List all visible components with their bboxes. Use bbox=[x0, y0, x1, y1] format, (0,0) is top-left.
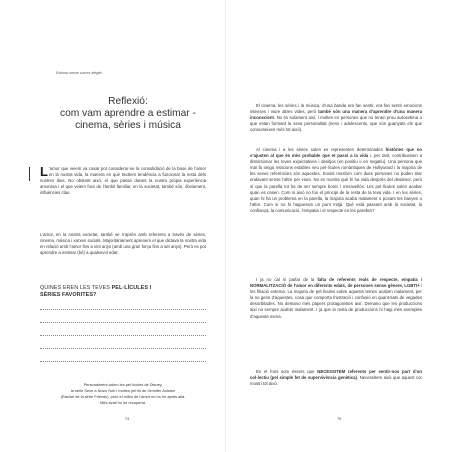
title-line-3: cinema, sèries i música bbox=[75, 120, 181, 131]
right-paragraph-4 bbox=[250, 369, 422, 387]
answer-line bbox=[40, 335, 206, 336]
section-title bbox=[40, 96, 216, 132]
text-run: . No és solament així, i moltes en persones que no tenen prou autoestima o que estan formant la seva personalitat (nens i adolescents, que són guanyats els que consumeixen més tot això). bbox=[250, 115, 422, 133]
text-run: . Necessitem això que aquest cor mostri tot això. bbox=[250, 375, 422, 387]
emphasis-run: també són una manera d’aprendre d’una manera inconscient bbox=[250, 109, 422, 121]
answer-line bbox=[40, 361, 206, 362]
text-run: El cinema, les sèries i la música, d’una banda era fan sentir, era fan sentir emocions intenses i viure altres vides, però bbox=[250, 103, 422, 115]
dropcap-letter: L bbox=[40, 164, 48, 179]
running-head: Estimar sense sucres afegits bbox=[56, 71, 102, 75]
author-note-line-4: Més avall ho he recuperat. bbox=[100, 400, 146, 405]
answer-line bbox=[40, 309, 206, 310]
author-note-line-2: la sèrie Sexe a Nova York i moltes pel·lis de Jennifer Aniston bbox=[70, 388, 176, 393]
answer-lines bbox=[40, 309, 206, 374]
dropcap-rule bbox=[29, 167, 30, 181]
author-note bbox=[40, 382, 206, 406]
question-bold: PEL·LÍCULES I SÈRIES FAVORITES? bbox=[40, 285, 152, 298]
answer-line bbox=[40, 348, 206, 349]
page-number-right: 75 bbox=[337, 417, 342, 421]
favorites-question bbox=[40, 285, 170, 299]
right-paragraph-4-text bbox=[250, 369, 422, 387]
right-paragraph-1 bbox=[250, 103, 422, 133]
right-paragraph-3 bbox=[250, 277, 422, 320]
question-normal: QUINES EREN LES TEVES bbox=[40, 285, 112, 291]
author-note-line-1: Personalment adoro les pel·lícules de Disney, bbox=[83, 382, 163, 387]
author-note-line-3: (Rachel de la sèrie Friends), però el millor de l’amor no ho he après allà. bbox=[60, 394, 186, 399]
right-paragraph-1-text bbox=[250, 103, 422, 133]
right-paragraph-2-text bbox=[250, 147, 422, 214]
text-run: Al cinema i a les sèries solen es representen determinades bbox=[256, 147, 386, 152]
right-paragraph-3-text bbox=[250, 277, 422, 320]
text-run: i, per tant, contribueixen a distorsionar les teves expectatives i desitjos (en positiu o en negatiu). Una persona que mai fa ningú relacions estables veu pel·lícules romàntiques de Hollywood i la majoria de les seves referències són aquestes. Sovint mostren com dues persones no poden tirar endavant sense l’altre per viure. No es mostra què hi ha vida després del desamor, però sí que la parella tot ha de ser sempre bonic i meravellós. Les pel·lícules solen acabar quan es casen. Com si això no fos el principi de la resta de la teva vida. I en les sèries, quan hi ha un problema en la parella, la majoria acaba malament o posant les banyes o l’altre. Com si no hi haguessin un punt mitjà. Què està passant amb la societat, la confiança, la comunicació, l’empatia i el respecte en les parelles? bbox=[250, 153, 422, 213]
title-line-1: Reflexió: bbox=[108, 96, 148, 107]
emphasis-run: històries que no s’ajusten al que és més probable que et passi a la vida bbox=[250, 147, 422, 159]
title-line-2: com vam aprendre a estimar - bbox=[60, 108, 196, 119]
text-run: I ja no cal ni parlar de la bbox=[256, 277, 318, 282]
answer-line bbox=[40, 322, 206, 323]
page-number-left: 74 bbox=[125, 417, 130, 421]
left-paragraph-2: L’amor, en la nostra societat, també se n’aprèn amb referents a través de sèries, cinema, música i xarxes socials. Majoritàriament aprenem el que dictava la nostra vida en relació amb l’amor fins a vint anys (amb una gran força fins a set anys). Però es pot aprendre a estimar (bé) a qualsevol edat. bbox=[40, 232, 206, 256]
emphasis-run: NECESSITEM referents per sentir-nos part d’un col·lectiu (pel simple fet de supervivència genètica) bbox=[250, 369, 423, 381]
emphasis-run: falta de referents reals de respecte, empatia i NORMALITZACIÓ de l’amor en diferents edats, de persones sense gènere, LGBTI+ bbox=[250, 277, 422, 289]
right-paragraph-2 bbox=[250, 147, 422, 214]
left-paragraph-1-text bbox=[40, 166, 206, 196]
text-run: i les filiació externa. La majoria de pel·lícules sobre aquests temes acaben malament, per la no gens d’aquestes, cosa que comporta frustració i confusió en quant-tiats de vegades desorbitades. No demano més papers protagonistes així. Demano que les produccions així no sempre acabin malament. I ja que la resta de produccions hi hagi més exemples d’aquesta mena. bbox=[250, 283, 422, 319]
left-paragraph-1 bbox=[40, 166, 206, 196]
text-run: En el fons som éssers que bbox=[256, 369, 318, 374]
left-paragraph-1-body: ’amor que veiem va casar pot considerar-se la consolidació de la base de l’amor en la nostra vida, la manera en què tindrem tendència a funcionar la resta dels nostres dies. No obstant això, el que passa durant la nostra pròpia experiència amorosa i el que veiem fora de l’àmbit familiar, en la societat, també són, òbviament, influències clau. bbox=[40, 166, 206, 196]
